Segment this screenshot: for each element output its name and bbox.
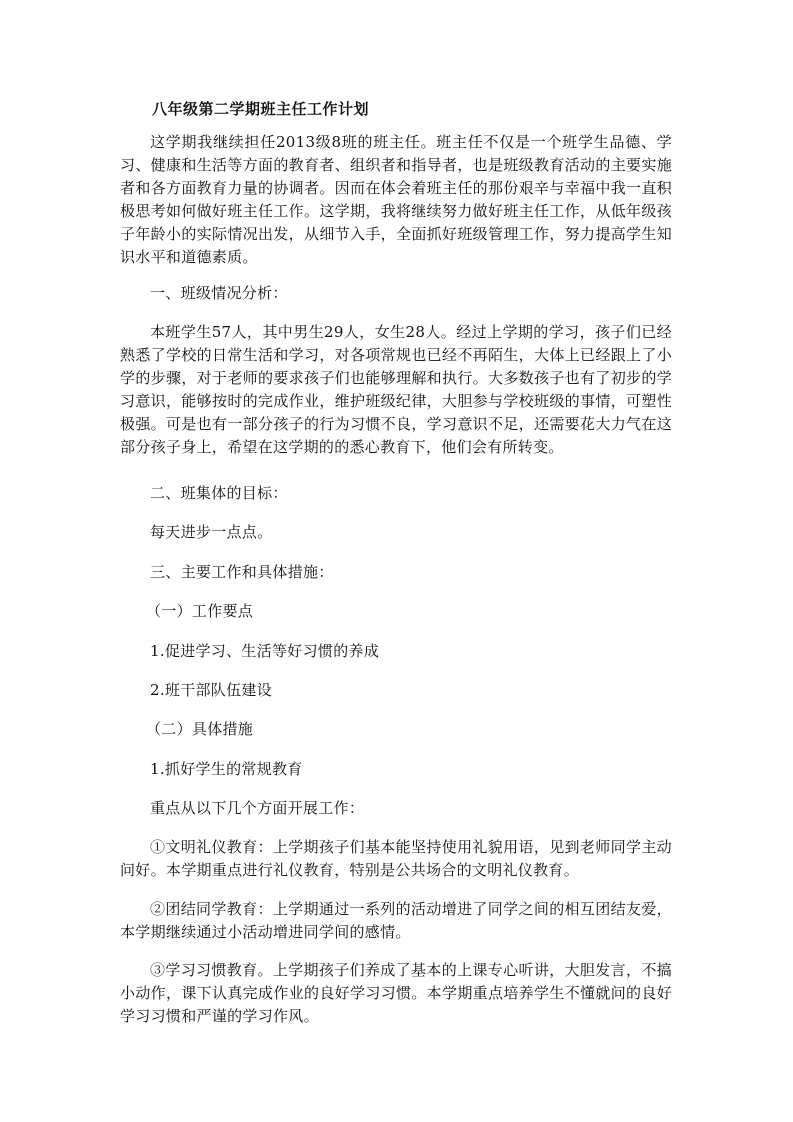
section3-heading: 三、主要工作和具体措施： — [150, 563, 334, 581]
section1-heading: 一、班级情况分析： — [150, 284, 288, 302]
study-habits-item: ③学习习惯教育。上学期孩子们养成了基本的上课专心听讲，大胆发言，不搞小动作，课下认真完成作业的良好学习习惯。本学期重点培养学生不懂就问的良好学习习惯和严谨的学习作风。 — [120, 961, 672, 1025]
intro-paragraph: 这学期我继续担任2013级8班的班主任。班主任不仅是一个班学生品德、学习、健康和生活等方面的教育者、组织者和指导者，也是班级教育活动的主要实施者和各方面教育力量的协调者。因而在体会着班主任的那份艰辛与幸福中我一直积极思考如何做好班主任工作。这学期，我将继续努力做好班主任工作，从低年级孩子年龄小的实际情况出发，从细节入手，全面抓好班级管理工作，努力提高学生知识水平和道德素质。 — [120, 133, 672, 266]
etiquette-item: ①文明礼仪教育：上学期孩子们基本能坚持使用礼貌用语，见到老师同学主动问好。本学期重点进行礼仪教育，特别是公共场合的文明礼仪教育。 — [120, 838, 672, 879]
section2-heading: 二、班集体的目标： — [150, 484, 288, 502]
section2-goal: 每天进步一点点。 — [150, 523, 273, 541]
measures-heading: （二）具体措施 — [146, 720, 254, 738]
unity-item: ②团结同学教育：上学期通过一系列的活动增进了同学之间的相互团结友爱，本学期继续通过小活动增进同学间的感情。 — [120, 900, 672, 941]
work-point-2: 2.班干部队伍建设 — [150, 681, 273, 699]
work-points-heading: （一）工作要点 — [146, 602, 254, 620]
section1-paragraph: 本班学生57人，其中男生29人，女生28人。经过上学期的学习，孩子们已经熟悉了学校的日常生活和学习，对各项常规也已经不再陌生，大体上已经跟上了小学的步骤，对于老师的要求孩子们也能够理解和执行。大多数孩子也有了初步的学习意识，能够按时的完成作业，维护班级纪律，大胆参与学校班级的事情，可塑性极强。可是也有一部分孩子的行为习惯不良，学习意识不足，还需要花大力气在这部分孩子身上，希望在这学期的的悉心教育下，他们会有所转变。 — [120, 323, 672, 456]
focus-intro: 重点从以下几个方面开展工作： — [150, 799, 365, 817]
measure-1: 1.抓好学生的常规教育 — [150, 760, 303, 778]
work-point-1: 1.促进学习、生活等好习惯的养成 — [150, 642, 380, 660]
document-title: 八年级第二学期班主任工作计划 — [152, 100, 370, 118]
